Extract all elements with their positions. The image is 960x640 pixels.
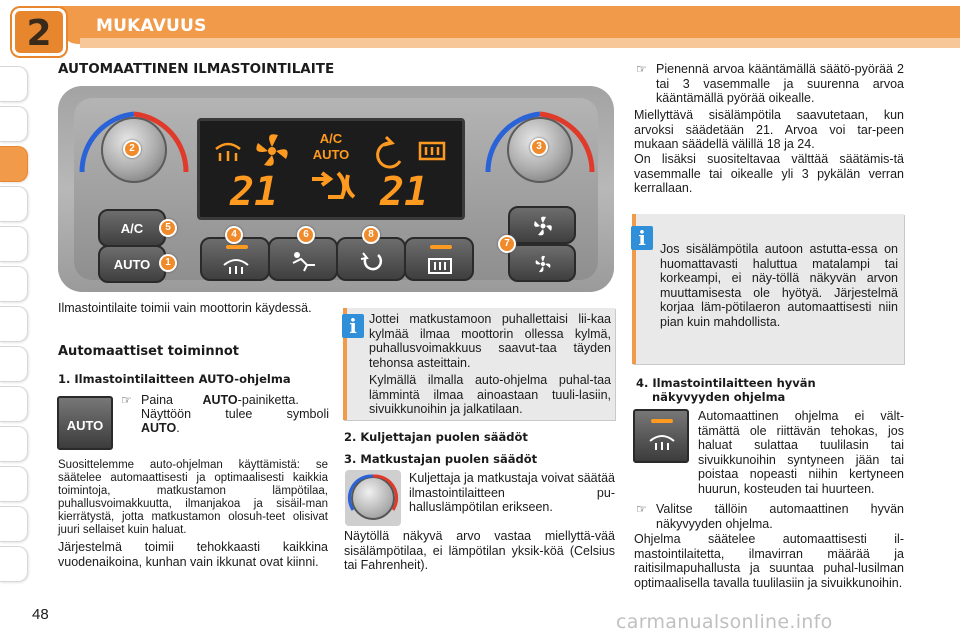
period: . [176,421,180,435]
fan-decrease-button[interactable] [508,244,576,282]
recommend-paragraph: Suosittelemme auto-ohjelman käyttämistä: se säätelee automaattisesti ja optimaalisesti kaikkia toimintoja, matkustamon lämpötilaa, puhallusvoimakkuutta, ilmanjakoa ja sisäil-man kierrätystä, jotta matkustamon olosuh-teet olisivat juuri sellaiset kuin haluat. [58,459,328,536]
chapter-tab[interactable] [0,466,28,502]
display-ac-label: A/C [319,131,343,146]
auto-button[interactable] [98,245,166,283]
callout-4: 4 [225,226,243,244]
visibility-heading-line-1: 4. Ilmastointilaitteen hyvän [636,376,816,390]
press-word: Paina [141,393,173,407]
climate-display [197,118,465,220]
callout-2: 2 [123,140,141,158]
program-paragraph: Ohjelma säätelee automaattisesti il-mastointilaitetta, ilmavirran määrää ja raitisilmapuhallusta ja suuntaa puhal-lusilman optimaalisella tavalla tuulilasiin ja sivuikkunoihin. [634,532,904,590]
ac-button-label: A/C [120,221,144,236]
defrost-rear-icon [420,143,444,159]
intro-text: Ilmastointilaite toimii vain moottorin käydessä. [58,301,312,315]
auto-button-thumbnail [57,396,113,450]
fan-small-icon [534,255,552,273]
windshield-defrost-icon [221,255,251,275]
chapter-tab[interactable] [0,106,28,142]
chapter-tabs [0,66,30,586]
reduce-bullet-text: Pienennä arvoa kääntämällä säätö-pyörää 2 tai 3 vasemmalle ja suurenna arvoa kääntämällä pyörää oikealle. [656,62,904,105]
info-box-cold-air [343,308,615,420]
chapter-tab[interactable] [0,386,28,422]
rear-defrost-button[interactable] [404,237,474,281]
info-icon: i [631,226,653,250]
comfort-paragraph: Miellyttävä sisälämpötila saavutetaan, kun arvoksi säädetään 21. Arvoa voi tar-peen mukaan säädellä välillä 18 ja 24. [634,108,904,151]
passenger-temp-readout: 21 [380,169,429,215]
fan-icon [256,134,287,166]
callout-7: 7 [498,235,516,253]
section-title: AUTOMAATTINEN ILMASTOINTILAITE [58,61,335,77]
temp-knob-thumbnail [345,470,401,526]
air-distribution-button-icon [289,249,319,273]
callout-6: 6 [297,226,315,244]
chapter-tab[interactable] [0,66,28,102]
page-number: 48 [32,606,49,623]
chapter-badge [12,8,66,56]
rear-defrost-icon [427,257,453,275]
chapter-tab[interactable] [0,426,28,462]
visibility-heading-line-2: näkyvyyden ohjelma [652,390,786,404]
auto-press-line-3 [141,421,329,436]
button-led [430,245,452,249]
thumbnail-led [651,419,673,423]
fan-increase-button[interactable] [508,206,576,244]
defrost-button-thumbnail [633,409,689,463]
chapter-number: 2 [26,13,52,54]
adjust-paragraph: Kuljettaja ja matkustaja voivat säätää ilmastointilaitteen pu-halluslämpötilan erikseen. [409,471,615,514]
chapter-tab[interactable] [0,346,28,382]
recirculation-icon [378,137,400,167]
automatic-functions-heading: Automaattiset toiminnot [58,344,239,359]
callout-5: 5 [159,219,177,237]
driver-temp-readout: 21 [230,169,279,215]
info-cold-para-2: Kylmällä ilmalla auto-ohjelma puhal-taa lämmintä ilmaa ainoastaan tuuli-lasiin, sivuikkunoihin ja jalkatilaan. [369,373,611,416]
chapter-tab[interactable] [0,226,28,262]
chapter-tab[interactable] [0,546,28,582]
callout-8: 8 [362,226,380,244]
auto-press-line-1 [141,393,329,408]
ac-button[interactable] [98,209,166,247]
passenger-controls-heading: 3. Matkustajan puolen säädöt [344,452,538,466]
auto-word: AUTO [202,393,238,407]
air-distribution-icon [312,173,354,197]
chapter-tab[interactable] [0,186,28,222]
auto-thumbnail-label: AUTO [66,418,104,433]
info-temperature-text: Jos sisälämpötila autoon astutta-essa on huomattavasti haluttua matalampi tai korkeampi, ei näy-töllä näkyvän arvon muuttamisesta ole hyötyä. Järjestelmä korjaa läm-pötilaeron automaattisesti niin pian kuin mahdollista. [660,242,898,329]
display-auto-label: AUTO [312,147,350,162]
callout-3: 3 [530,138,548,156]
header-band-light [80,38,960,48]
bullet-arrow-icon: ☞ [121,393,132,407]
auto-button-label: AUTO [113,257,151,272]
knob-thumbnail-arc [345,470,401,526]
avoid-paragraph: On lisäksi suositeltavaa välttää säätämis-tä vasemmalle tai oikealle yli 3 pykälän verran kerrallaan. [634,152,904,195]
system-paragraph: Järjestelmä toimii tehokkaasti kaikkina vuodenaikoina, kunhan vain ikkunat ovat kiinni. [58,540,328,569]
chapter-tab[interactable] [0,506,28,542]
fan-large-icon [532,215,554,237]
driver-controls-heading: 2. Kuljettajan puolen säädöt [344,430,528,444]
select-bullet-text: Valitse tällöin automaattinen hyvän näkyvyyden ohjelma. [656,502,904,531]
chapter-title: MUKAVUUS [96,16,207,36]
auto-program-heading: 1. Ilmastointilaitteen AUTO-ohjelma [58,372,291,386]
chapter-tab[interactable] [0,306,28,342]
defrost-front-icon [216,144,240,161]
auto-symbol-word: AUTO [141,421,177,435]
auto-press-line-2: Näyttöön tulee symboli [141,407,329,421]
display-value-paragraph: Näytöllä näkyvä arvo vastaa miellyttä-vää sisälämpötilaa, ei lämpötilan yksik-köä (Celsius tai Fahrenheit). [344,529,615,572]
chapter-tab[interactable] [0,266,28,302]
button-word: -painiketta. [237,393,299,407]
callout-1: 1 [159,254,177,272]
visibility-paragraph: Automaattinen ohjelma ei vält-tämättä ole riittävän tehokas, jos haluat sulattaa tuulilasin tai sivuikkunoihin syntyneen jään tai poistaa nopeasti niihin kertyneen huurun, kosteuden tai huurteen. [698,409,904,496]
bullet-arrow-icon: ☞ [636,62,647,76]
button-led [226,245,248,249]
thumbnail-defrost-icon [647,431,677,451]
info-cold-para-1: Jottei matkustamoon puhallettaisi lii-kaa kylmää ilmaa moottorin ollessa kylmä, puhallusvoimakkuus saavut-taa täyden tehonsa asteittain. [369,312,611,370]
watermark: carmanualsonline.info [616,611,833,633]
chapter-tab-active[interactable] [0,146,28,182]
info-icon: i [342,314,364,338]
bullet-arrow-icon: ☞ [636,502,647,516]
recirculation-button-icon [360,249,384,273]
info-box-temperature [632,214,904,364]
